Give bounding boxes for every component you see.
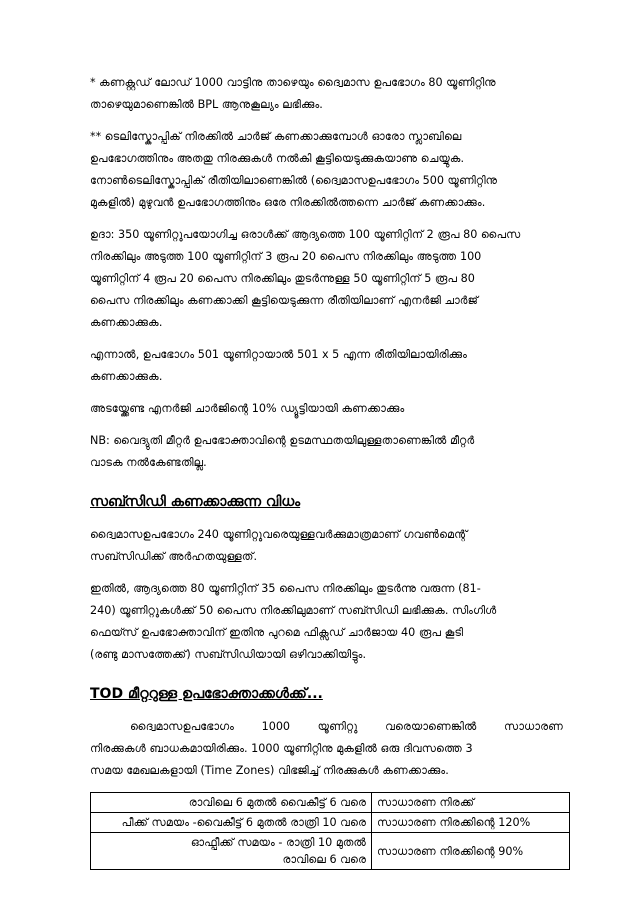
section-heading-subsidy: സബ്സിഡി കണക്കാക്കുന്ന വിധം <box>90 494 301 510</box>
text-line: * കണക്റ്റഡ് ലോഡ് 1000 വാട്ടിനു താഴെയും ദ്വൈമാസ ഉപഭോഗം 80 യൂണിറ്റിനു <box>90 76 496 89</box>
text-line: 240) യൂണിറ്റുകൾക്ക് 50 പൈസ നിരക്കിലുമാണ് സബ്സിഡി ലഭിക്കുക. സിംഗിൾ <box>90 604 497 617</box>
word: വരെയാണെങ്കിൽ <box>385 720 477 733</box>
table-cell-rate: സാധാരണ നിരക്ക് <box>372 793 570 813</box>
table-row <box>91 833 570 870</box>
tod-rate-table <box>90 792 570 870</box>
text-line: ഉദാ: 350 യൂണിറ്റുപയോഗിച്ച ഒരാൾക്ക് ആദ്യത്തെ 100 യൂണിറ്റിന് 2 രൂപ 80 പൈസ <box>90 228 521 241</box>
text-line: കണക്കാക്കുക. <box>90 316 163 329</box>
text-line: (രണ്ടു മാസത്തേക്ക്) സബ്സിഡിയായി ഒഴിവാക്കിയിട്ടും. <box>90 648 367 661</box>
text-line: അടയ്ക്കേണ്ട എനർജി ചാർജിന്റെ 10% ഡ്യൂട്ടിയായി കണക്കാക്കും <box>90 402 405 415</box>
text-line: വാടക നൽകേണ്ടതില്ല. <box>90 456 207 469</box>
period-line: രാവിലെ 6 വരെ <box>282 853 366 866</box>
text-line: ഫെയ്സ് ഉപഭോക്താവിന് ഇതിനു പുറമെ ഫിക്സഡ് ചാർജായ 40 രൂപ കൂടി <box>90 626 464 639</box>
text-line: നിരക്കുകൾ ബാധകമായിരിക്കും. 1000 യൂണിറ്റിനു മുകളിൽ ഒരു ദിവസത്തെ 3 <box>90 742 473 755</box>
paragraph-telescopic <box>90 126 563 214</box>
text-line: കണക്കാക്കുക. <box>90 370 163 383</box>
section-heading-tod: TOD മീറ്ററുള്ള ഉപഭോക്താക്കൾക്ക്... <box>90 686 323 702</box>
text-line: മുകളിൽ) മുഴുവൻ ഉപഭോഗത്തിനും ഒരേ നിരക്കിൽത്തന്നെ ചാർജ് കണക്കാക്കും. <box>90 196 486 209</box>
text-line: നോൺടെലിസ്കോപ്പിക് രീതിയിലാണെങ്കിൽ (ദ്വൈമാസഉപഭോഗം 500 യൂണിറ്റിനു <box>90 174 498 187</box>
table-cell-rate: സാധാരണ നിരക്കിന്റെ 90% <box>372 833 570 870</box>
text-line: സമയ മേഖലകളായി (Time Zones) വിഭജിച്ച് നിരക്കുകൾ കണക്കാക്കും. <box>90 764 449 777</box>
text-line: ദ്വൈമാസഉപഭോഗം 240 യൂണിറ്റുവരെയുള്ളവർക്കുമാത്രമാണ് ഗവൺമെന്റ് <box>90 528 468 541</box>
paragraph-duty <box>90 398 563 420</box>
text-line: NB: വൈദ്യുതി മീറ്റർ ഉപഭോക്താവിന്റെ ഉടമസ്ഥതയിലുള്ളതാണെങ്കിൽ മീറ്റർ <box>90 434 475 447</box>
text-line: ** ടെലിസ്കോപ്പിക് നിരക്കിൽ ചാർജ് കണക്കാക്കുമ്പോൾ ഓരോ സ്ലാബിലെ <box>90 130 462 143</box>
text-line: ഇതിൽ, ആദ്യത്തെ 80 യൂണിറ്റിന് 35 പൈസ നിരക്കിലും തുടർന്നു വരുന്ന (81- <box>90 582 481 595</box>
table-cell-period: പീക്ക് സമയം -വൈകീട്ട് 6 മുതൽ രാത്രി 10 വരെ <box>91 813 372 833</box>
text-line: എന്നാൽ, ഉപഭോഗം 501 യൂണിറ്റായാൽ 501 x 5 എന്ന രീതിയിലായിരിക്കും <box>90 348 467 361</box>
table-cell-period <box>91 833 372 870</box>
table-cell-period: രാവിലെ 6 മുതൽ വൈകീട്ട് 6 വരെ <box>91 793 372 813</box>
text-line: താഴെയുമാണെങ്കിൽ BPL ആനുകൂല്യം ലഭിക്കും. <box>90 98 323 111</box>
text-line-justified <box>90 716 563 738</box>
text-line: ഉപഭോഗത്തിനും അതതു നിരക്കുകൾ നൽകി കൂട്ടിയെടുക്കുകയാണു ചെയ്യുക. <box>90 152 465 165</box>
paragraph-bpl <box>90 72 563 116</box>
period-line: ഓഫ്പീക്ക് സമയം - രാത്രി 10 മുതൽ <box>190 836 366 849</box>
word: 1000 <box>261 720 291 733</box>
paragraph-501 <box>90 344 563 388</box>
text-line: നിരക്കിലും അടുത്ത 100 യൂണിറ്റിന് 3 രൂപ 20 പൈസ നിരക്കിലും അടുത്ത 100 <box>90 250 482 263</box>
word: സാധാരണ <box>504 720 563 733</box>
text-line: സബ്സിഡിക്ക് അർഹതയുള്ളത്. <box>90 550 258 563</box>
paragraph-example <box>90 224 563 334</box>
table-row <box>91 793 570 813</box>
word: ദ്വൈമാസഉപഭോഗം <box>130 720 234 733</box>
table-row <box>91 813 570 833</box>
paragraph-subsidy-rates <box>90 578 563 666</box>
table-cell-rate: സാധാരണ നിരക്കിന്റെ 120% <box>372 813 570 833</box>
text-line: യൂണിറ്റിന് 4 രൂപ 20 പൈസ നിരക്കിലും തുടർന്നുള്ള 50 യൂണിറ്റിന് 5 രൂപ 80 <box>90 272 475 285</box>
text-line: പൈസ നിരക്കിലും കണക്കാക്കി കൂട്ടിയെടുക്കുന്ന രീതിയിലാണ് എനർജി ചാർജ് <box>90 294 479 307</box>
paragraph-subsidy-eligibility <box>90 524 563 568</box>
paragraph-tod <box>90 716 563 782</box>
word: യൂണിറ്റു <box>317 720 358 733</box>
paragraph-nb <box>90 430 563 474</box>
